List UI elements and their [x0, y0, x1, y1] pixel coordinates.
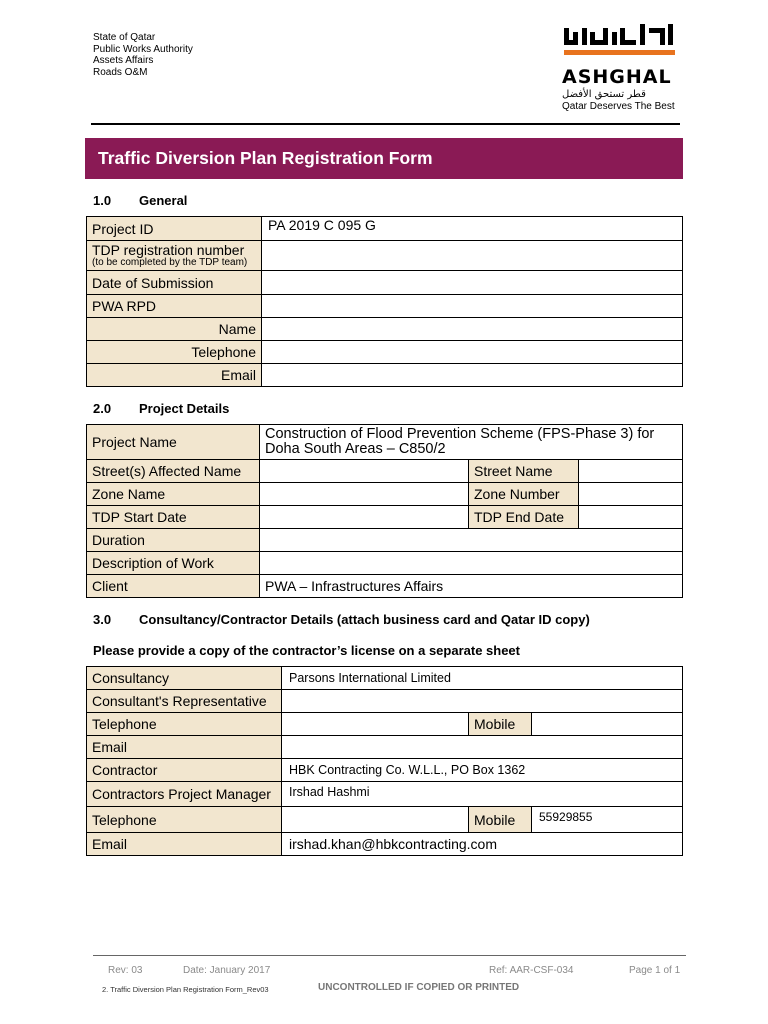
section-number: 1.0: [93, 193, 112, 208]
tdp-registration-field[interactable]: [262, 241, 683, 271]
contractor-pm-label: Contractors Project Manager: [87, 782, 282, 807]
table-row: [87, 460, 683, 483]
contractor-telephone-field[interactable]: [282, 807, 469, 833]
rpd-telephone-label: Telephone: [87, 341, 262, 364]
table-row: [87, 736, 683, 759]
section-heading-consultancy: [93, 612, 590, 627]
street-name-label: Street Name: [469, 460, 579, 483]
project-details-table: [86, 424, 683, 598]
contractor-field[interactable]: HBK Contracting Co. W.L.L., PO Box 1362: [282, 759, 683, 782]
section-title: General: [139, 193, 188, 208]
consultant-mobile-label: Mobile: [469, 713, 532, 736]
tdp-end-date-field[interactable]: [579, 506, 683, 529]
date-submission-field[interactable]: [262, 271, 683, 295]
table-row: [87, 690, 683, 713]
org-line: Roads O&M: [93, 66, 148, 78]
section-heading-general: [93, 193, 187, 208]
consultant-representative-label: Consultant's Representative: [87, 690, 282, 713]
form-title: Traffic Diversion Plan Registration Form: [98, 148, 433, 168]
rpd-email-label: Email: [87, 364, 262, 387]
header-divider: [91, 123, 680, 125]
section-heading-project-details: [93, 401, 229, 416]
table-row: [87, 833, 683, 856]
project-id-field[interactable]: PA 2019 C 095 G: [262, 217, 683, 241]
contractor-label: Contractor: [87, 759, 282, 782]
contractor-pm-field[interactable]: Irshad Hashmi: [282, 782, 683, 807]
table-row: [87, 506, 683, 529]
project-name-field[interactable]: Construction of Flood Prevention Scheme (FPS-Phase 3) for Doha South Areas – C850/2: [260, 425, 683, 460]
project-id-label: Project ID: [87, 217, 262, 241]
date-submission-label: Date of Submission: [87, 271, 262, 295]
description-of-work-field[interactable]: [260, 552, 683, 575]
tdp-registration-label: [87, 241, 262, 271]
consultant-telephone-label: Telephone: [87, 713, 282, 736]
footer-divider: [93, 955, 686, 956]
contractor-email-field[interactable]: irshad.khan@hbkcontracting.com: [282, 833, 683, 856]
contractor-telephone-label: Telephone: [87, 807, 282, 833]
section-title: Project Details: [139, 401, 230, 416]
consultant-telephone-field[interactable]: [282, 713, 469, 736]
street-name-field[interactable]: [579, 460, 683, 483]
contractor-mobile-field[interactable]: 55929855: [532, 807, 683, 833]
zone-number-field[interactable]: [579, 483, 683, 506]
tdp-start-date-label: TDP Start Date: [87, 506, 260, 529]
tdp-end-date-label: TDP End Date: [469, 506, 579, 529]
rpd-name-label: Name: [87, 318, 262, 341]
consultant-mobile-field[interactable]: [532, 713, 683, 736]
footer-page-number: Page 1 of 1: [629, 965, 681, 976]
table-row: [87, 241, 683, 271]
table-row: [87, 713, 683, 736]
duration-field[interactable]: [260, 529, 683, 552]
rpd-email-field[interactable]: [262, 364, 683, 387]
contractor-mobile-label: Mobile: [469, 807, 532, 833]
table-row: [87, 318, 683, 341]
streets-affected-field[interactable]: [260, 460, 469, 483]
contractor-email-label: Email: [87, 833, 282, 856]
general-table: [86, 216, 683, 387]
uncontrolled-notice: UNCONTROLLED IF COPIED OR PRINTED: [318, 982, 520, 993]
consultancy-contractor-table: [86, 666, 683, 856]
zone-name-field[interactable]: [260, 483, 469, 506]
streets-affected-label: Street(s) Affected Name: [87, 460, 260, 483]
logo-tagline-arabic: قطر تستحق الأفضل: [562, 89, 646, 100]
duration-label: Duration: [87, 529, 260, 552]
footer-filename: 2. Traffic Diversion Plan Registration Form_Rev03: [102, 985, 269, 994]
table-row: [87, 807, 683, 833]
footer-revision: Rev: 03: [108, 965, 143, 976]
consultant-representative-field[interactable]: [282, 690, 683, 713]
client-label: Client: [87, 575, 260, 598]
zone-number-label: Zone Number: [469, 483, 579, 506]
consultant-email-field[interactable]: [282, 736, 683, 759]
consultancy-field[interactable]: Parsons International Limited: [282, 667, 683, 690]
table-row: [87, 529, 683, 552]
pwa-rpd-field[interactable]: [262, 295, 683, 318]
section-number: 2.0: [93, 401, 112, 416]
table-row: [87, 483, 683, 506]
table-row: [87, 552, 683, 575]
organization-block: [93, 32, 193, 78]
project-name-label: Project Name: [87, 425, 260, 460]
rpd-name-field[interactable]: [262, 318, 683, 341]
client-field[interactable]: PWA – Infrastructures Affairs: [260, 575, 683, 598]
section-title: Consultancy/Contractor Details (attach business card and Qatar ID copy): [139, 612, 590, 627]
table-row: [87, 575, 683, 598]
pwa-rpd-label: PWA RPD: [87, 295, 262, 318]
license-note: Please provide a copy of the contractor’s license on a separate sheet: [93, 643, 520, 658]
tdp-registration-label-text: TDP registration number: [92, 242, 245, 258]
table-row: [87, 782, 683, 807]
org-line: Assets Affairs: [93, 55, 154, 66]
table-row: [87, 759, 683, 782]
description-of-work-label: Description of Work: [87, 552, 260, 575]
tdp-registration-note: (to be completed by the TDP team): [92, 257, 248, 268]
tdp-start-date-field[interactable]: [260, 506, 469, 529]
rpd-telephone-field[interactable]: [262, 341, 683, 364]
form-title-banner: [85, 138, 683, 179]
consultant-email-label: Email: [87, 736, 282, 759]
footer-reference: Ref: AAR-CSF-034: [489, 965, 574, 976]
consultancy-label: Consultancy: [87, 667, 282, 690]
zone-name-label: Zone Name: [87, 483, 260, 506]
table-row: [87, 271, 683, 295]
logo-tagline-english: Qatar Deserves The Best: [562, 101, 675, 112]
table-row: [87, 667, 683, 690]
table-row: [87, 217, 683, 241]
table-row: [87, 425, 683, 460]
org-line: State of Qatar: [93, 32, 156, 43]
section-number: 3.0: [93, 612, 112, 627]
logo-wordmark: ASHGHAL: [562, 66, 672, 88]
ashghal-arabic-mark-icon: [562, 24, 678, 62]
org-line: Public Works Authority: [93, 43, 193, 55]
table-row: [87, 341, 683, 364]
table-row: [87, 364, 683, 387]
table-row: [87, 295, 683, 318]
footer-date: Date: January 2017: [183, 965, 271, 976]
ashghal-logo: [562, 24, 678, 112]
